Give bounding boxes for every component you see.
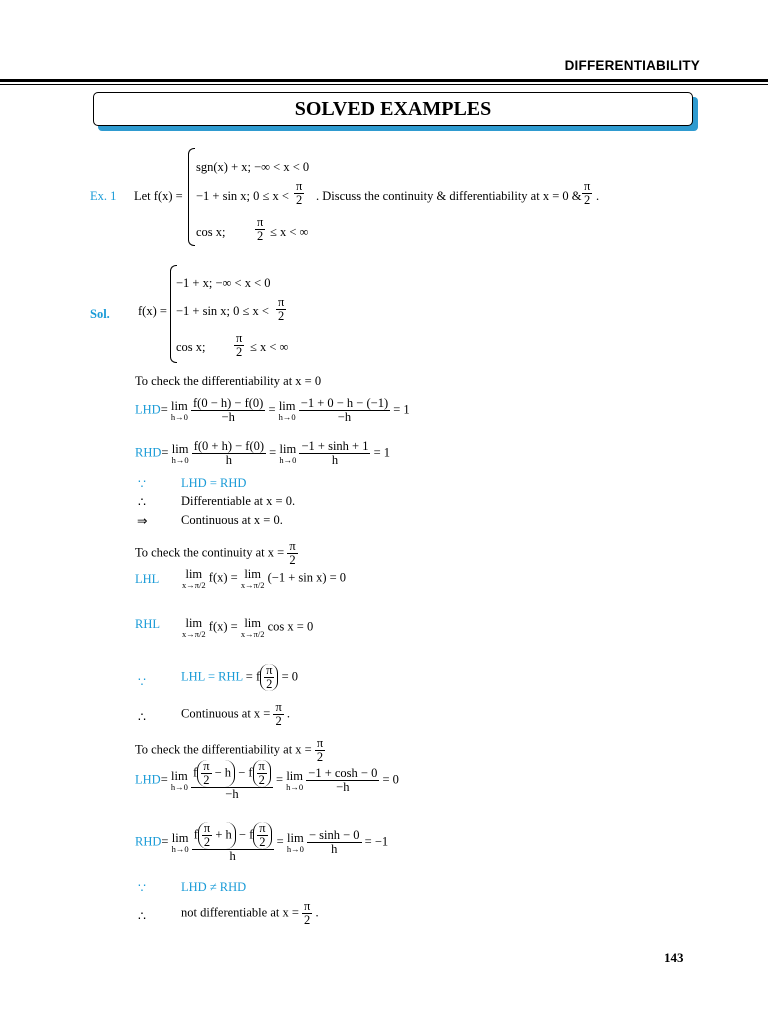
example-question-fraction: $\frac{\pi}{2}$ — [584, 179, 591, 208]
diffpi2-therefore-symbol: ∴ — [138, 909, 146, 923]
implies-symbol: ⇒ — [137, 514, 148, 528]
diff0-step-3: Continuous at x = 0. — [181, 513, 283, 527]
because-symbol: ∵ — [138, 477, 146, 491]
diffpi2-intro: To check the differentiability at x = $\frac{\pi}{2}$ — [135, 736, 324, 765]
solution-case-1: −1 + x; −∞ < x < 0 — [176, 276, 271, 290]
diffpi2-step-1: LHD ≠ RHD — [181, 880, 247, 894]
cont-step-1: LHL = RHL = f $\frac{\pi}{2}$ = 0 — [181, 663, 299, 692]
section-banner: SOLVED EXAMPLES — [93, 92, 693, 126]
example-label: Ex. 1 — [90, 189, 117, 203]
header-rule-thin — [0, 84, 768, 85]
diffpi2-rhd-equation: RHD= lim h→0 f $\frac{\pi}{2}$ + h − f $\frac{\pi}{2}$ h = lim h→0 $\frac{- \sinh - 0}{h}$ = −1 — [135, 821, 389, 864]
solution-case-2-fraction: $\frac{\pi}{2}$ — [278, 295, 285, 324]
let-text: Let f(x) = — [134, 189, 183, 203]
solution-label: Sol. — [90, 307, 110, 321]
page-number: 143 — [664, 950, 684, 965]
diff0-step-1: LHD = RHD — [181, 476, 247, 490]
diff0-intro: To check the differentiability at x = 0 — [135, 374, 322, 388]
cont-step-2: Continuous at x = $\frac{\pi}{2}$ . — [181, 700, 291, 729]
diffpi2-because-symbol: ∵ — [138, 881, 146, 895]
example-case-3-cond: ≤ x < ∞ — [270, 225, 309, 239]
diffpi2-step-2: not differentiable at x = $\frac{\pi}{2}$ . — [181, 899, 319, 928]
header-rule-thick — [0, 79, 768, 82]
cont-because-symbol: ∵ — [138, 675, 146, 689]
example-brace — [188, 148, 195, 246]
rhl-equation: lim x→π/2 f(x) = lim x→π/2 cos x = 0 — [182, 616, 314, 639]
diff0-step-2: Differentiable at x = 0. — [181, 494, 296, 508]
rhl-label: RHL — [135, 617, 160, 631]
lhl-equation: lim x→π/2 f(x) = lim x→π/2 (−1 + sin x) = 0 — [182, 567, 347, 590]
therefore-symbol: ∴ — [138, 495, 146, 509]
solution-case-2: −1 + sin x; 0 ≤ x < — [176, 304, 269, 318]
example-question: . Discuss the continuity & differentiability at x = 0 & — [316, 189, 582, 203]
solution-case-3-cond: ≤ x < ∞ — [250, 340, 289, 354]
diffpi2-lhd-equation: LHD= lim h→0 f $\frac{\pi}{2}$ − h − f $\frac{\pi}{2}$ −h = lim h→0 $\frac{-1 + \cosh - 0}{-h}$ = 0 — [135, 759, 399, 802]
example-case-3-fn: cos x; — [196, 225, 226, 239]
example-case-2-fraction: $\frac{\pi}{2}$ — [296, 179, 303, 208]
cont-therefore-symbol: ∴ — [138, 710, 146, 724]
example-question-period: . — [596, 189, 600, 203]
example-case-3-fraction: $\frac{\pi}{2}$ — [257, 215, 264, 244]
solution-fx: f(x) = — [138, 304, 167, 318]
solution-case-3-fraction: $\frac{\pi}{2}$ — [236, 331, 243, 360]
diff0-rhd-equation: RHD= lim h→0 $\frac{f(0 + h) - f(0)}{h}$ = lim h→0 $\frac{-1 + \sinh + 1}{h}$ = 1 — [135, 439, 391, 468]
diff0-lhd-equation: LHD= lim h→0 $\frac{f(0 - h) - f(0)}{-h}$ = lim h→0 $\frac{-1 + 0 - h - (-1)}{-h}$ = 1 — [135, 396, 410, 425]
solution-case-3-fn: cos x; — [176, 340, 206, 354]
page-header-title: DIFFERENTIABILITY — [564, 58, 700, 73]
example-case-1: sgn(x) + x; −∞ < x < 0 — [196, 160, 310, 174]
lhl-label: LHL — [135, 572, 160, 586]
example-case-2: −1 + sin x; 0 ≤ x < — [196, 189, 289, 203]
cont-intro: To check the continuity at x = $\frac{\pi}{2}$ — [135, 539, 296, 568]
